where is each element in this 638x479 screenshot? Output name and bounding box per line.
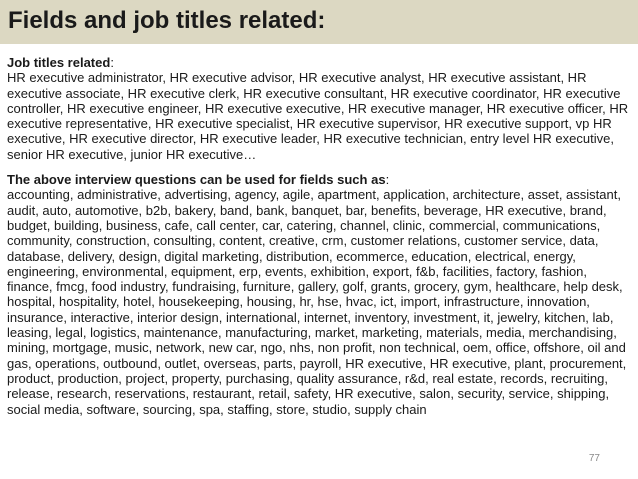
- job-titles-heading-line: [7, 55, 631, 70]
- fields-list: accounting, administrative, advertising, agency, agile, apartment, application, architecture, asset, assistant, audit, auto, automotive, b2b, bakery, band, bank, banquet, bar, benefits, beverage, HR executive, brand, budget, building, business, cafe, call center, car, catering, channel, clinic, commercial, communications, community, construction, consulting, content, creative, crm, customer relations, customer service, data, database, delivery, design, digital marketing, distribution, ecommerce, education, electrical, energy, engineering, environmental, equipment, erp, events, exhibition, export, f&b, facilities, factory, fashion, finance, fmcg, food industry, fundraising, furniture, gallery, golf, grants, grocery, gym, healthcare, help desk, hospital, hospitality, hotel, housekeeping, housing, hr, hse, hvac, ict, import, infrastructure, innovation, insurance, interactive, interior design, international, internet, inventory, investment, it, jewelry, kitchen, lab, leasing, legal, logistics, maintenance, manufacturing, market, marketing, materials, media, merchandising, mining, mortgage, music, network, new car, ngo, nhs, non profit, non technical, oem, office, offshore, oil and gas, operations, outbound, outlet, overseas, parts, payroll, HR executive, HR executive, plant, procurement, product, production, project, property, purchasing, quality assurance, r&d, real estate, records, recruiting, release, research, reservations, restaurant, retail, safety, HR executive, salon, security, service, shipping, social media, software, sourcing, spa, staffing, store, studio, supply chain: [7, 187, 627, 417]
- page-number: 77: [588, 453, 600, 464]
- page-title: Fields and job titles related:: [8, 7, 326, 34]
- section-gap: [7, 162, 631, 172]
- fields-colon: :: [385, 172, 390, 188]
- job-titles-list: HR executive administrator, HR executive advisor, HR executive analyst, HR executive assistant, HR executive associate, HR executive clerk, HR executive consultant, HR executive coordinator, HR executive controller, HR executive engineer, HR executive executive, HR executive manager, HR executive officer, HR executive representative, HR executive specialist, HR executive supervisor, HR executive support, vp HR executive, HR executive director, HR executive leader, HR executive technician, entry level HR executive, senior HR executive, junior HR executive…: [7, 70, 629, 162]
- fields-heading: The above interview questions can be used for fields such as: [7, 172, 386, 188]
- job-titles-heading: Job titles related: [7, 55, 111, 70]
- fields-heading-line: [7, 172, 631, 187]
- job-titles-colon: :: [110, 55, 114, 70]
- slide-content: [7, 55, 631, 417]
- slide-header: [0, 0, 638, 44]
